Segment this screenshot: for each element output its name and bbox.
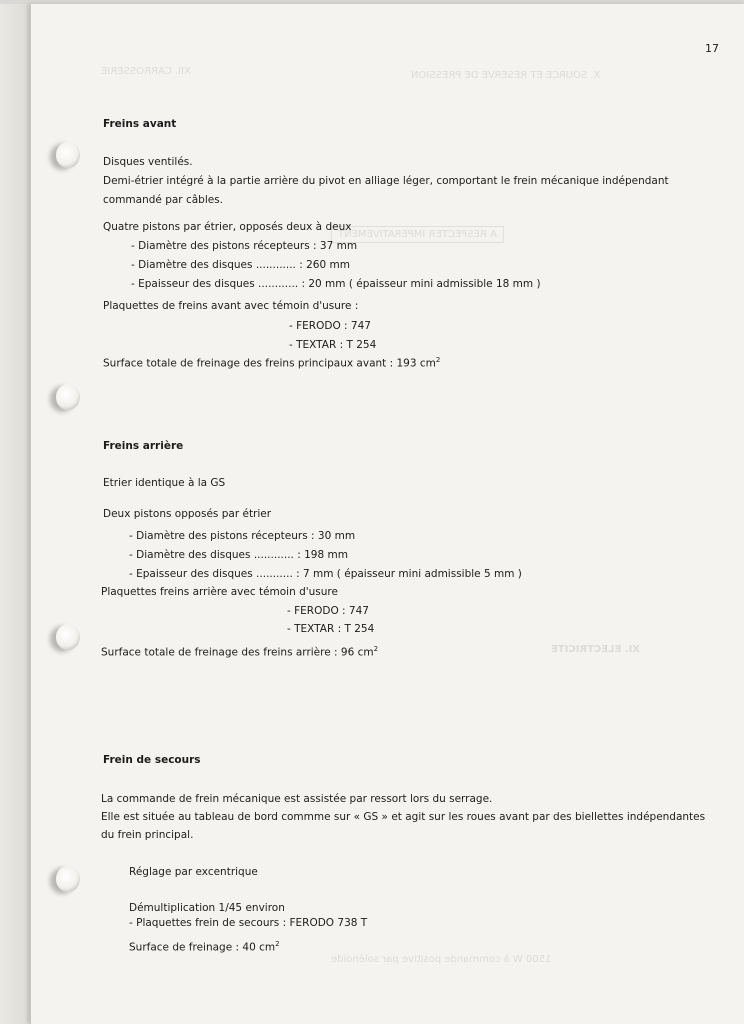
show-through-text: A RESPECTER IMPERATIVEMENT	[331, 226, 504, 243]
show-through-text: XII. CARROSSERIE	[101, 66, 191, 77]
show-through-text: 1500 W à commande positive par solénoïde	[331, 954, 552, 965]
text-line: Plaquettes de freins avant avec témoin d'usure :	[103, 300, 359, 312]
text-line: du frein principal.	[101, 829, 194, 841]
show-through-text: X. SOURCE ET RESERVE DE PRESSION	[411, 70, 601, 81]
punch-hole	[56, 142, 80, 168]
superscript: 2	[275, 940, 280, 948]
text-line: Elle est située au tableau de bord commme sur « GS » et agit sur les roues avant par des biellettes indépendantes	[101, 811, 706, 823]
spec-line: - Diamètre des disques ............ : 198 mm	[129, 549, 348, 561]
text-line: La commande de frein mécanique est assistée par ressort lors du serrage.	[101, 793, 493, 805]
page-number: 17	[705, 42, 719, 55]
text-line: commandé par câbles.	[103, 194, 224, 206]
page-edge	[0, 4, 30, 1024]
text-line: Etrier identique à la GS	[103, 477, 226, 489]
superscript: 2	[435, 356, 441, 364]
spec-line: - Epaisseur des disques ............ : 20 mm ( épaisseur mini admissible 18 mm )	[131, 278, 541, 290]
text-line: Quatre pistons par étrier, opposés deux à deux	[103, 221, 352, 233]
spec-line: - Plaquettes frein de secours : FERODO 738 T	[129, 917, 368, 929]
section-heading: Freins avant	[103, 118, 177, 130]
spec-line: - Diamètre des pistons récepteurs : 37 mm	[131, 240, 358, 252]
text-line: Surface de freinage : 40 $cm^2$	[129, 940, 280, 954]
show-through-text: XI. ELECTRICITE	[551, 644, 641, 655]
pad-reference: - FERODO : 747	[289, 320, 371, 332]
text-line: Disques ventilés.	[103, 156, 193, 168]
text-line: Demi-étrier intégré à la partie arrière du pivot en alliage léger, comportant le frein mécanique indépendant	[103, 175, 669, 187]
section-heading: Frein de secours	[103, 754, 201, 766]
spec-line: - Diamètre des pistons récepteurs : 30 mm	[129, 530, 356, 542]
pad-reference: - TEXTAR : T 254	[287, 623, 375, 635]
document-page	[30, 4, 744, 1024]
spec-line: - Diamètre des disques ............ : 260 mm	[131, 259, 350, 271]
punch-hole	[56, 624, 80, 650]
section-heading: Freins arrière	[103, 440, 184, 452]
punch-hole	[56, 866, 80, 892]
text-line: Démultiplication 1/45 environ	[129, 902, 285, 914]
spec-line: - Epaisseur des disques ........... : 7 mm ( épaisseur mini admissible 5 mm )	[129, 568, 522, 580]
punch-hole	[56, 384, 80, 410]
pad-reference: - FERODO : 747	[287, 605, 369, 617]
text-line: Surface totale de freinage des freins arrière : 96 $cm^2$	[101, 645, 379, 659]
text-line: Deux pistons opposés par étrier	[103, 508, 272, 520]
pad-reference: - TEXTAR : T 254	[289, 339, 377, 351]
text-line: Plaquettes freins arrière avec témoin d'usure	[101, 586, 338, 598]
superscript: 2	[373, 645, 379, 653]
text-line: Surface totale de freinage des freins principaux avant : 193 $cm^2$	[103, 356, 441, 370]
text-line: Réglage par excentrique	[129, 866, 258, 878]
